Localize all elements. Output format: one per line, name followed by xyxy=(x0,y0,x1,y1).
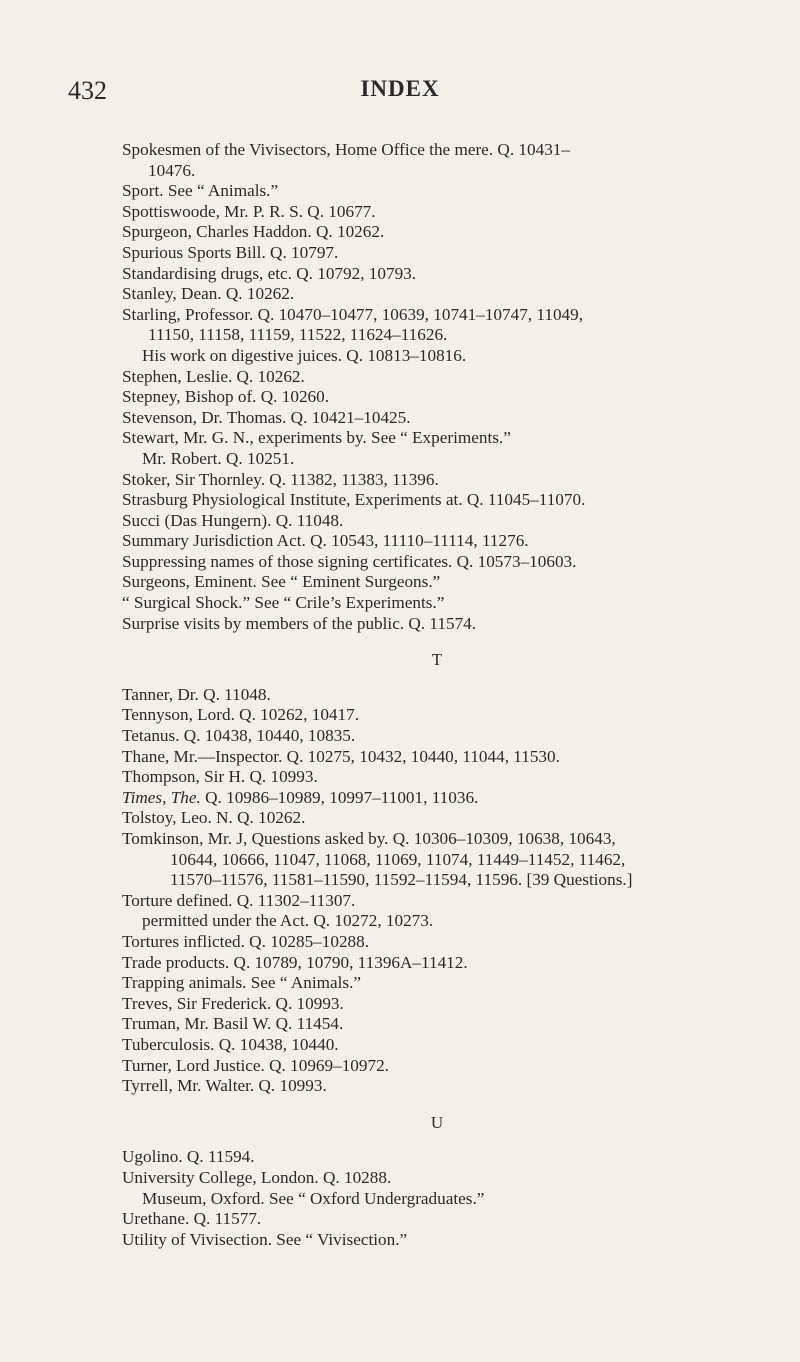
index-entry: Spurious Sports Bill. Q. 10797. xyxy=(122,242,339,262)
index-entry: Truman, Mr. Basil W. Q. 11454. xyxy=(122,1014,344,1034)
index-entry: Surprise visits by members of the public. Q. 11574. xyxy=(122,613,477,633)
index-entry: Tuberculosis. Q. 10438, 10440. xyxy=(122,1034,339,1054)
index-entry: Surgeons, Eminent. See “ Eminent Surgeons.” xyxy=(122,572,441,592)
index-entry: Tennyson, Lord. Q. 10262, 10417. xyxy=(122,705,360,725)
index-entry: Ugolino. Q. 11594. xyxy=(122,1147,255,1167)
index-entry: Tyrrell, Mr. Walter. Q. 10993. xyxy=(122,1076,327,1096)
index-entry: permitted under the Act. Q. 10272, 10273. xyxy=(142,911,434,931)
index-entry: University College, London. Q. 10288. xyxy=(122,1167,392,1187)
index-entry: Summary Jurisdiction Act. Q. 10543, 11110–11114, 11276. xyxy=(122,531,529,551)
index-entry: Suppressing names of those signing certificates. Q. 10573–10603. xyxy=(122,551,577,571)
section-letter: T xyxy=(431,650,443,670)
index-entry: Stoker, Sir Thornley. Q. 11382, 11383, 11396. xyxy=(122,469,439,489)
index-entry: Stepney, Bishop of. Q. 10260. xyxy=(122,387,330,407)
index-entry: Standardising drugs, etc. Q. 10792, 10793. xyxy=(122,263,417,283)
index-entry: Stewart, Mr. G. N., experiments by. See “ Experiments.” xyxy=(122,428,511,448)
index-entry: Torture defined. Q. 11302–11307. xyxy=(122,890,356,910)
index-entry: Spurgeon, Charles Haddon. Q. 10262. xyxy=(122,222,385,242)
index-entry: Trapping animals. See “ Animals.” xyxy=(122,973,362,993)
index-entry: Spokesmen of the Vivisectors, Home Office the mere. Q. 10431– xyxy=(122,140,570,159)
page-number: 432 xyxy=(68,76,107,105)
index-entry: Urethane. Q. 11577. xyxy=(122,1209,262,1229)
index-entry: “ Surgical Shock.” See “ Crile’s Experiments.” xyxy=(122,593,445,613)
index-entry: Strasburg Physiological Institute, Experiments at. Q. 11045–11070. xyxy=(122,490,586,510)
section-letter: U xyxy=(430,1112,444,1132)
running-title: INDEX xyxy=(360,76,440,101)
index-entry: 11570–11576, 11581–11590, 11592–11594, 11596. [39 Questions.] xyxy=(170,870,633,890)
index-entry: Tetanus. Q. 10438, 10440, 10835. xyxy=(122,726,356,746)
index-entry: Stanley, Dean. Q. 10262. xyxy=(122,284,295,304)
index-entry: Turner, Lord Justice. Q. 10969–10972. xyxy=(122,1055,389,1075)
index-entry: Mr. Robert. Q. 10251. xyxy=(142,448,295,468)
index-entry: Stephen, Leslie. Q. 10262. xyxy=(122,366,305,386)
index-entry: Stevenson, Dr. Thomas. Q. 10421–10425. xyxy=(122,407,411,427)
index-entry: Tomkinson, Mr. J, Questions asked by. Q. 10306–10309, 10638, 10643, xyxy=(122,829,616,848)
page-header xyxy=(0,76,800,116)
index-entry: Tanner, Dr. Q. 11048. xyxy=(122,684,271,704)
index-entry: Thompson, Sir H. Q. 10993. xyxy=(122,767,318,787)
index-entry: Museum, Oxford. See “ Oxford Undergraduates.” xyxy=(142,1188,485,1208)
index-entry: Spottiswoode, Mr. P. R. S. Q. 10677. xyxy=(122,201,376,221)
index-body xyxy=(122,140,752,1250)
index-entry: Starling, Professor. Q. 10470–10477, 10639, 10741–10747, 11049, xyxy=(122,304,584,324)
index-entry: Succi (Das Hungern). Q. 11048. xyxy=(122,510,344,530)
index-entry: 10644, 10666, 11047, 11068, 11069, 11074, 11449–11452, 11462, xyxy=(170,849,626,869)
index-entry: Utility of Vivisection. See “ Vivisection.” xyxy=(122,1229,408,1249)
index-entry: Thane, Mr.—Inspector. Q. 10275, 10432, 10440, 11044, 11530. xyxy=(122,746,560,766)
index-entry: 10476. xyxy=(148,160,196,180)
index-entry: Times, The. Q. 10986–10989, 10997–11001, 11036. xyxy=(122,787,479,807)
index-entry: Tortures inflicted. Q. 10285–10288. xyxy=(122,931,370,951)
index-entry: His work on digestive juices. Q. 10813–10816. xyxy=(142,345,467,365)
index-entry: 11150, 11158, 11159, 11522, 11624–11626. xyxy=(148,325,448,345)
index-entry: Trade products. Q. 10789, 10790, 11396A–11412. xyxy=(122,952,468,972)
index-entry: Treves, Sir Frederick. Q. 10993. xyxy=(122,993,344,1013)
index-entry: Sport. See “ Animals.” xyxy=(122,181,279,201)
index-entry: Tolstoy, Leo. N. Q. 10262. xyxy=(122,808,306,828)
